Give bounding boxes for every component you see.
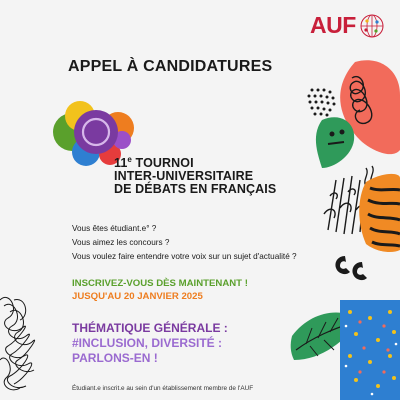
theme-label: THÉMATIQUE GÉNÉRALE : — [72, 321, 228, 335]
deadline-text: JUSQU'AU 20 JANVIER 2025 — [72, 291, 203, 302]
orange-stripe-shape — [359, 174, 400, 252]
dots-pattern — [308, 89, 336, 117]
auf-logo-text: AUF — [310, 12, 356, 38]
blue-pattern-square — [340, 300, 400, 400]
theme-line-2: #INCLUSION, DIVERSITÉ : — [72, 336, 223, 350]
title-line-2: INTER-UNIVERSITAIRE — [114, 169, 254, 184]
title-line-3: DE DÉBATS EN FRANÇAIS — [114, 182, 277, 197]
question-1: Vous êtes étudiant.e° ? — [72, 224, 157, 233]
question-3: Vous voulez faire entendre votre voix sur un sujet d'actualité ? — [72, 252, 297, 261]
scribble-pattern — [0, 297, 35, 389]
theme-line-3: PARLONS-EN ! — [72, 351, 158, 365]
headline: APPEL À CANDIDATURES — [68, 58, 273, 75]
question-2: Vous aimez les concours ? — [72, 238, 170, 247]
register-text: INSCRIVEZ-VOUS DÈS MAINTENANT ! — [72, 278, 248, 289]
footer-note: Étudiant.e inscrit.e au sein d'un établissement membre de l'AUF — [72, 385, 254, 392]
black-swirl-shapes — [335, 256, 367, 280]
title-line-1: 11e TOURNOI — [114, 155, 194, 171]
